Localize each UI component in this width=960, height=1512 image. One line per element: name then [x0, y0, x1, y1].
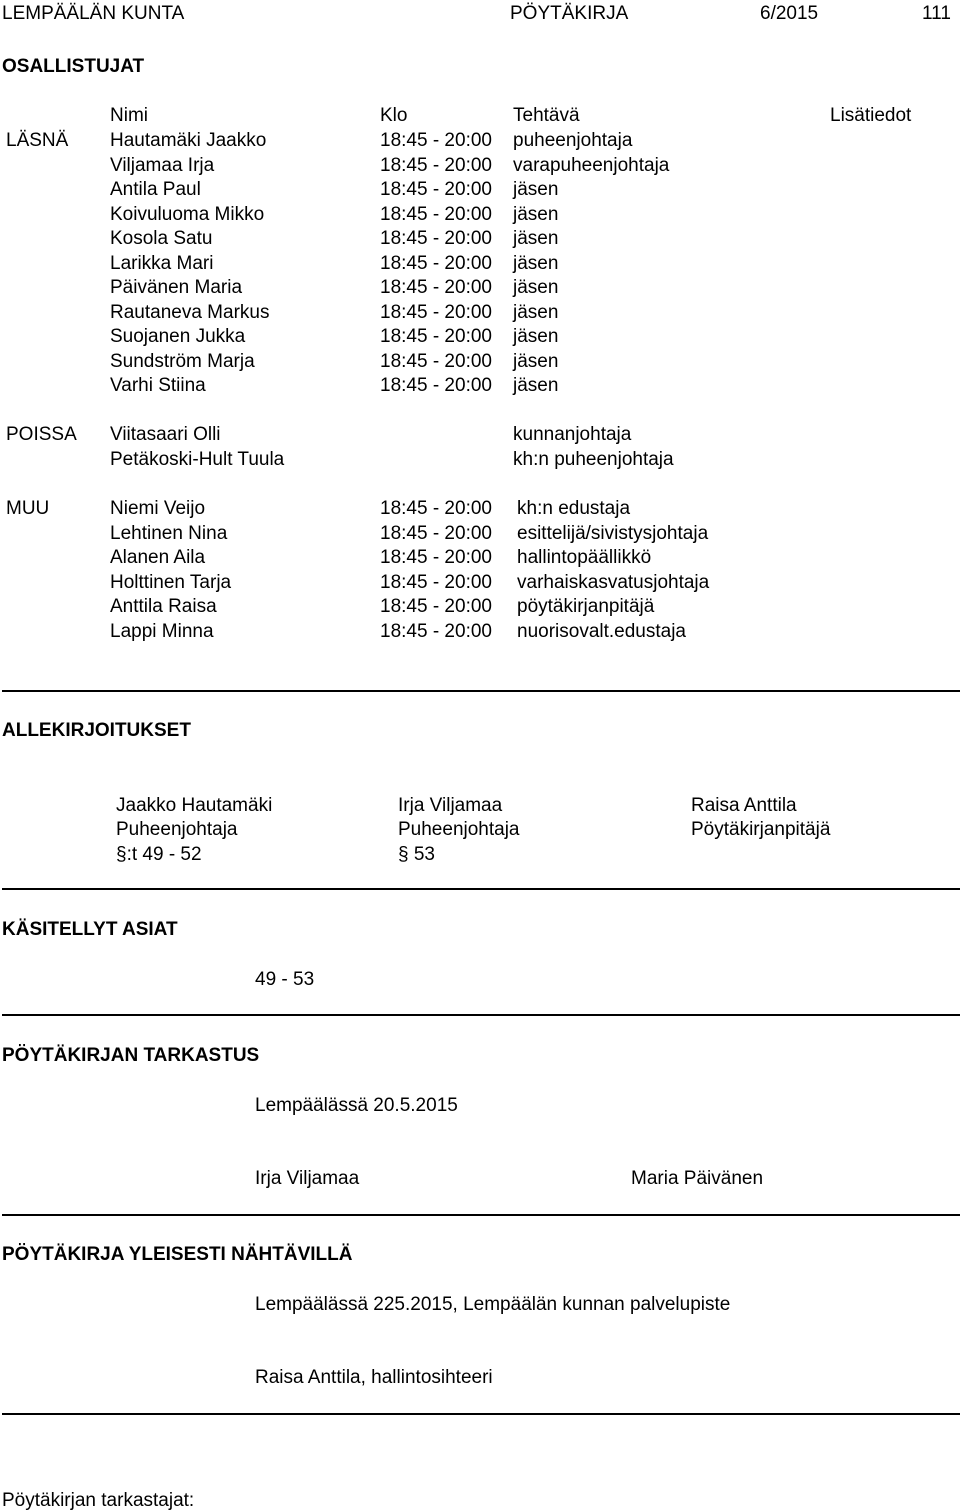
column-header-info: Lisätiedot — [830, 105, 912, 126]
handled-heading: KÄSITELLYT ASIAT — [2, 919, 178, 940]
other-time: 18:45 - 20:00 — [380, 547, 492, 568]
participant-role: jäsen — [513, 228, 559, 249]
other-role: pöytäkirjanpitäjä — [517, 596, 655, 617]
column-header-time: Klo — [380, 105, 408, 126]
inspection-place-date: Lempäälässä 20.5.2015 — [255, 1095, 458, 1116]
other-time: 18:45 - 20:00 — [380, 620, 492, 642]
inspectors-footer-label: Pöytäkirjan tarkastajat: — [2, 1490, 195, 1511]
other-label: MUU — [6, 498, 50, 519]
document-type: PÖYTÄKIRJA — [510, 3, 629, 24]
other-time: 18:45 - 20:00 — [380, 571, 492, 593]
participant-name: Rautaneva Markus — [110, 301, 270, 323]
participant-name: Hautamäki Jaakko — [110, 130, 267, 151]
other-role: hallintopäällikkö — [517, 547, 652, 568]
inspection-heading: PÖYTÄKIRJAN TARKASTUS — [2, 1045, 260, 1066]
participant-role: jäsen — [513, 277, 559, 298]
signer-2-sections-text: 53 — [408, 844, 435, 865]
absent-role: kh:n puheenjohtaja — [513, 448, 674, 470]
other-time: 18:45 - 20:00 — [380, 522, 492, 544]
column-header-name: Nimi — [110, 105, 148, 126]
participant-name: Koivuluoma Mikko — [110, 203, 265, 225]
participant-name: Varhi Stiina — [110, 375, 206, 396]
participant-time: 18:45 - 20:00 — [380, 301, 492, 323]
other-name: Alanen Aila — [110, 547, 206, 568]
participant-role: jäsen — [513, 375, 559, 396]
signer-3-role: Pöytäkirjanpitäjä — [691, 819, 831, 840]
participant-name: Päivänen Maria — [110, 277, 243, 298]
participant-name: Kosola Satu — [110, 228, 213, 249]
participant-time: 18:45 - 20:00 — [380, 228, 492, 249]
signer-1-role: Puheenjohtaja — [116, 819, 238, 840]
signer-1-sections — [116, 845, 202, 864]
signer-2-name: Irja Viljamaa — [398, 795, 503, 816]
column-header-role: Tehtävä — [513, 105, 580, 126]
inspector-1: Irja Viljamaa — [255, 1168, 360, 1189]
participant-time: 18:45 - 20:00 — [380, 130, 492, 151]
divider — [2, 690, 960, 692]
participant-name: Larikka Mari — [110, 252, 214, 274]
participants-heading: OSALLISTUJAT — [2, 56, 145, 77]
signer-1-name: Jaakko Hautamäki — [116, 795, 273, 816]
participant-time: 18:45 - 20:00 — [380, 252, 492, 274]
municipality-name: LEMPÄÄLÄN KUNTA — [2, 3, 185, 24]
page-number: 111 — [922, 3, 951, 24]
other-time: 18:45 - 20:00 — [380, 596, 492, 617]
present-label: LÄSNÄ — [6, 130, 69, 151]
absent-role: kunnanjohtaja — [513, 424, 632, 445]
other-role: varhaiskasvatusjohtaja — [517, 571, 710, 593]
participant-role: varapuheenjohtaja — [513, 154, 670, 176]
participant-time: 18:45 - 20:00 — [380, 154, 492, 176]
divider — [2, 1214, 960, 1216]
signer-2-sections — [398, 845, 435, 864]
other-role: kh:n edustaja — [517, 498, 631, 519]
participant-time: 18:45 - 20:00 — [380, 277, 492, 298]
participant-time: 18:45 - 20:00 — [380, 203, 492, 225]
divider — [2, 1413, 960, 1415]
participant-role: jäsen — [513, 252, 559, 274]
public-display-heading: PÖYTÄKIRJA YLEISESTI NÄHTÄVILLÄ — [2, 1244, 353, 1265]
inspector-2: Maria Päivänen — [631, 1168, 764, 1189]
participant-time: 18:45 - 20:00 — [380, 179, 492, 200]
participant-role: jäsen — [513, 350, 559, 372]
absent-name: Petäkoski-Hult Tuula — [110, 448, 285, 470]
issue-number: 6/2015 — [760, 3, 819, 24]
section-sign-icon: § — [116, 844, 127, 865]
participant-time: 18:45 - 20:00 — [380, 375, 492, 396]
participant-role: jäsen — [513, 203, 559, 225]
participant-role: jäsen — [513, 179, 559, 200]
participant-role: jäsen — [513, 301, 559, 323]
absent-label: POISSA — [6, 424, 77, 445]
other-time: 18:45 - 20:00 — [380, 498, 492, 519]
participant-name: Sundström Marja — [110, 350, 255, 372]
participant-name: Suojanen Jukka — [110, 326, 246, 347]
participant-name: Antila Paul — [110, 179, 201, 200]
other-name: Niemi Veijo — [110, 498, 206, 519]
participant-role: jäsen — [513, 326, 559, 347]
participant-role: puheenjohtaja — [513, 130, 633, 151]
other-name: Holttinen Tarja — [110, 571, 232, 593]
divider — [2, 888, 960, 890]
signer-3-name: Raisa Anttila — [691, 795, 797, 816]
divider — [2, 1014, 960, 1016]
participant-time: 18:45 - 20:00 — [380, 326, 492, 347]
public-display-place-date: Lempäälässä 225.2015, Lempäälän kunnan palvelupiste — [255, 1294, 731, 1315]
signer-2-role: Puheenjohtaja — [398, 819, 520, 840]
other-role: nuorisovalt.edustaja — [517, 620, 686, 642]
participant-time: 18:45 - 20:00 — [380, 350, 492, 372]
signatures-heading: ALLEKIRJOITUKSET — [2, 720, 191, 741]
other-role: esittelijä/sivistysjohtaja — [517, 522, 709, 544]
participant-name: Viljamaa Irja — [110, 154, 215, 176]
public-display-officer: Raisa Anttila, hallintosihteeri — [255, 1367, 493, 1388]
signer-1-sections-text: :t 49 - 52 — [126, 844, 202, 865]
section-sign-icon: § — [398, 844, 409, 865]
other-name: Anttila Raisa — [110, 596, 217, 617]
other-name: Lehtinen Nina — [110, 522, 228, 544]
other-name: Lappi Minna — [110, 620, 214, 642]
handled-range: 49 - 53 — [255, 969, 315, 990]
absent-name: Viitasaari Olli — [110, 424, 221, 445]
